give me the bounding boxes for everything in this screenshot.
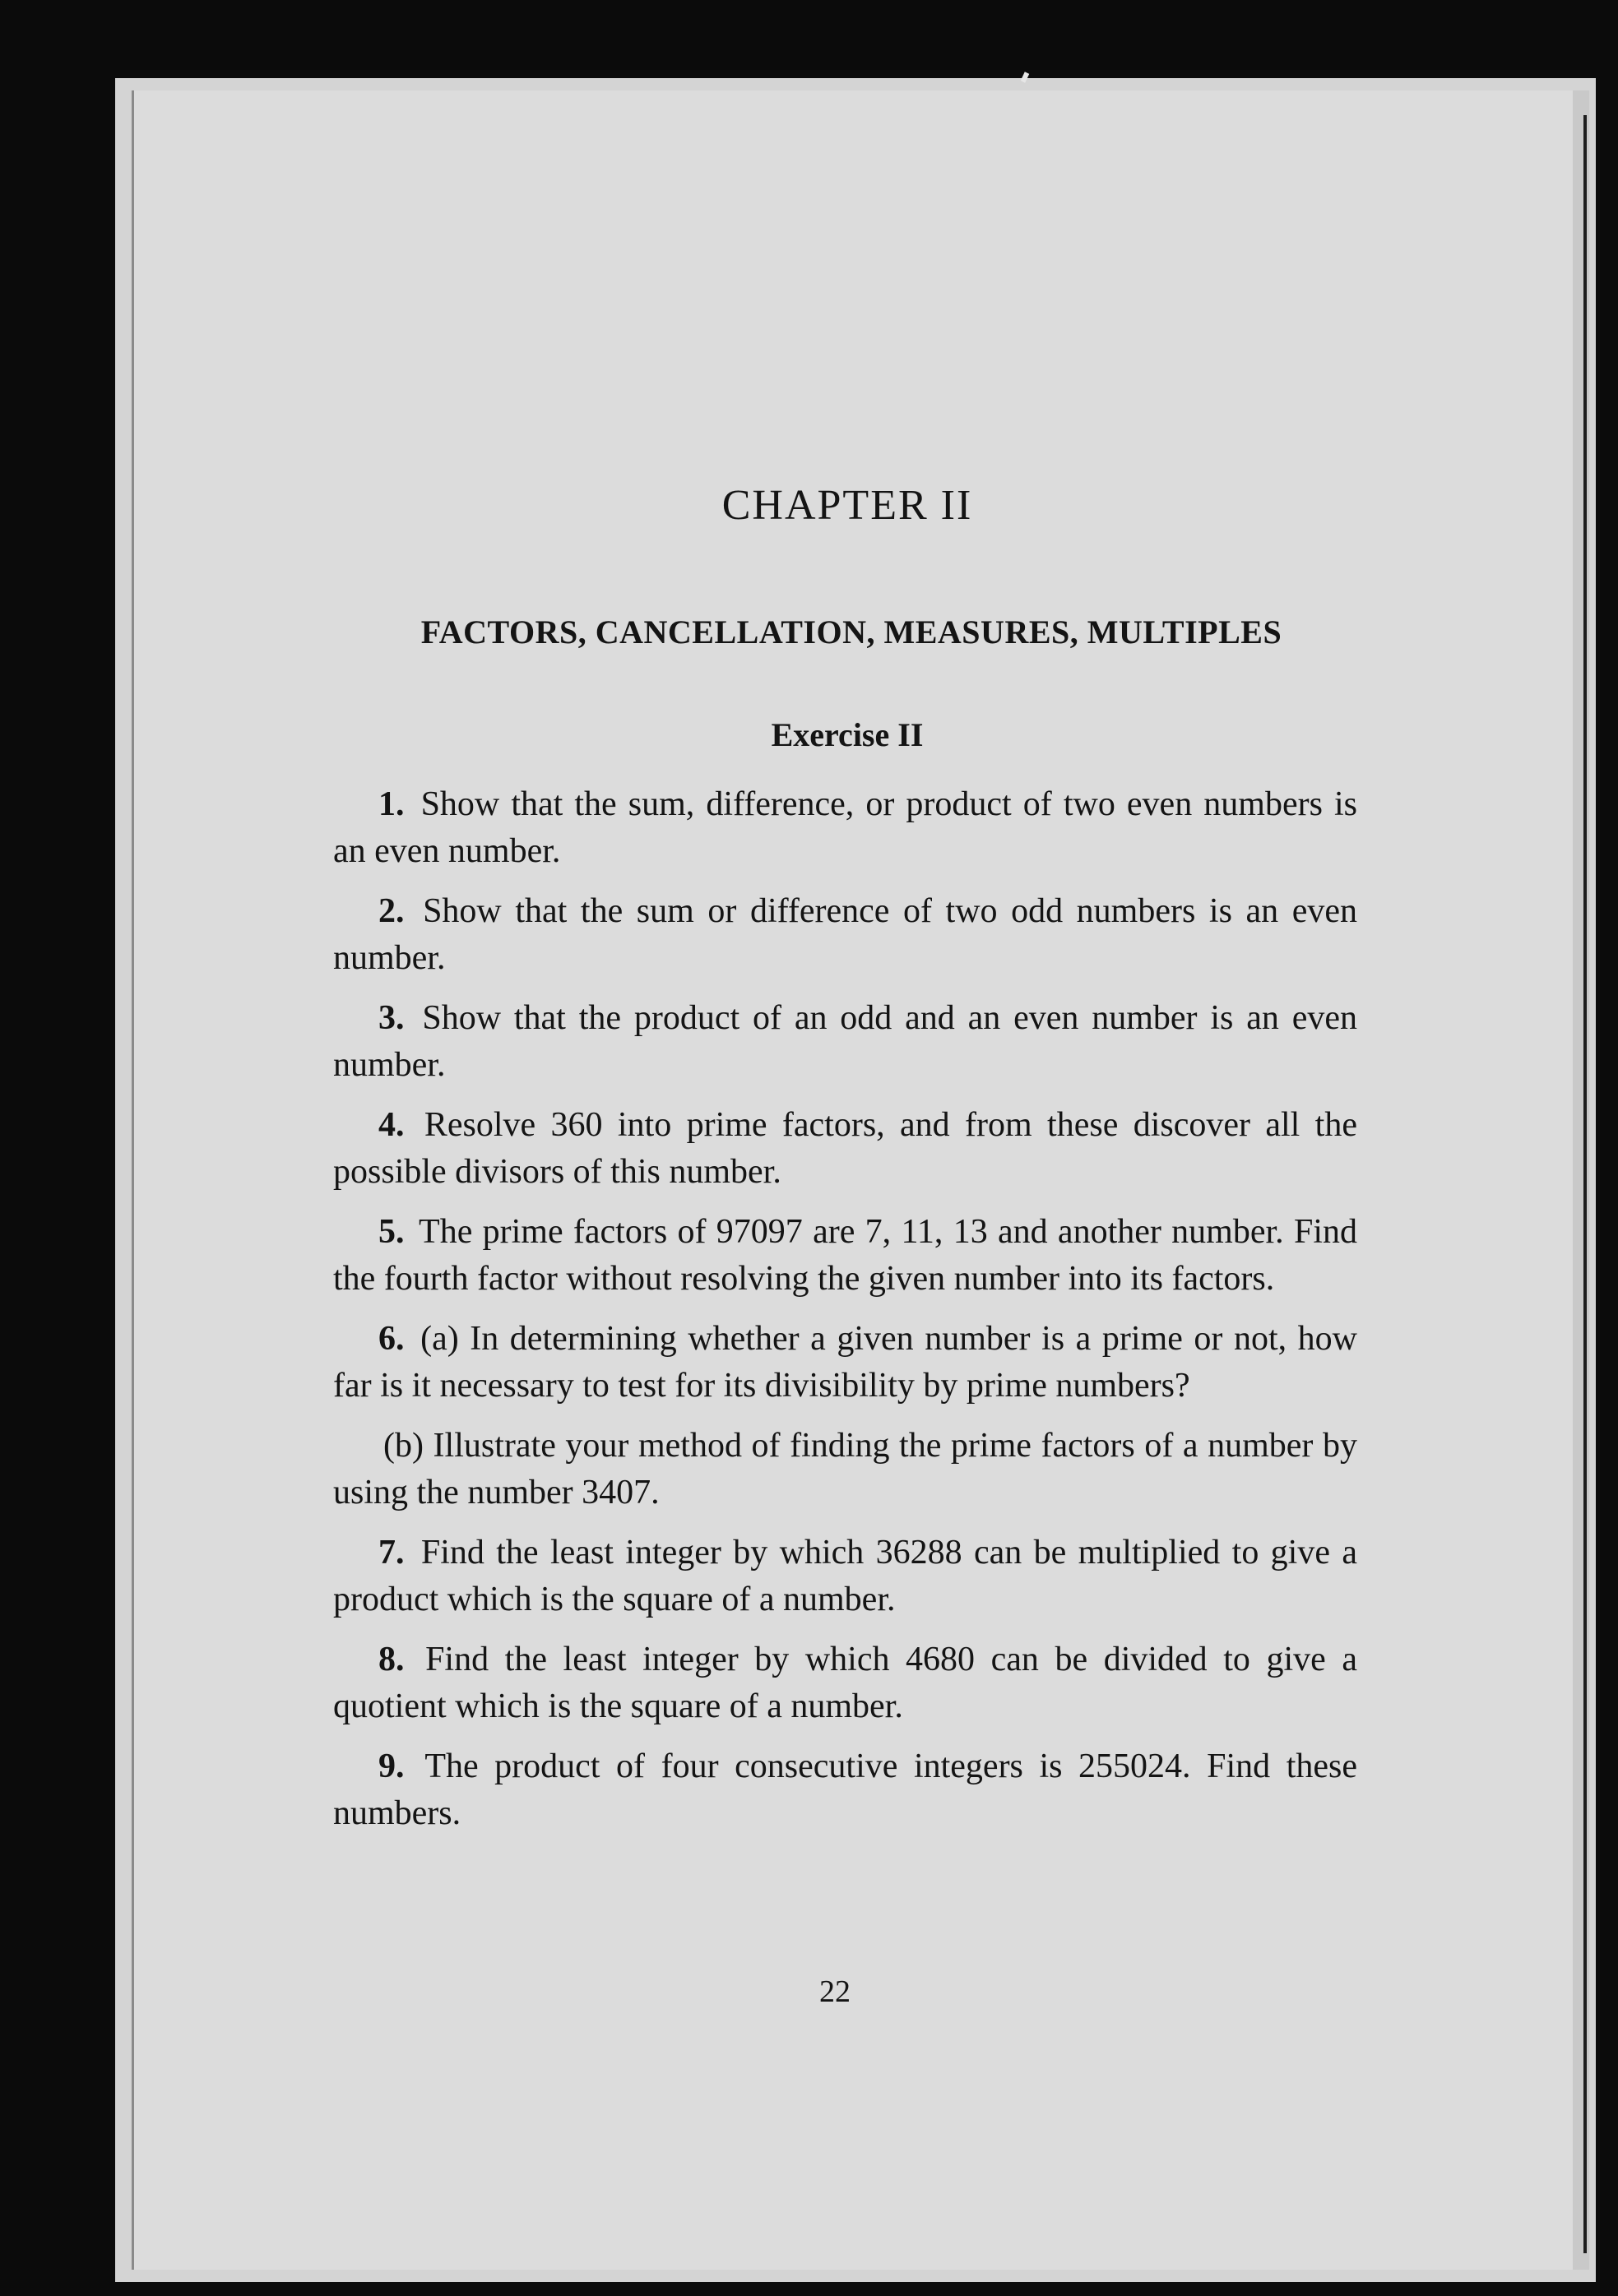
chapter-title: CHAPTER II [721,482,973,529]
exercise-text: Show that the product of an odd and an even number is an even number. [333,999,1357,1084]
exercise-number: 1. [378,785,405,823]
page-number: 22 [819,1974,851,2009]
exercise-item [333,1209,1357,1303]
exercise-text: The prime factors of 97097 are 7, 11, 13 and another number. Find the fourth factor without resolving the given number into its factors. [333,1213,1357,1298]
exercise-number: 7. [378,1534,405,1572]
exercise-number: 4. [378,1106,405,1144]
exercise-item [333,1530,1357,1623]
exercise-item [333,1636,1357,1730]
exercise-heading: Exercise II [771,716,924,753]
exercise-list [333,781,1357,1850]
exercise-item [333,1316,1357,1410]
exercise-text: Find the least integer by which 36288 can be multiplied to give a product which is the square of a number. [333,1534,1357,1618]
exercise-text: Find the least integer by which 4680 can be divided to give a quotient which is the square of a number. [333,1641,1358,1725]
exercise-text: (b) Illustrate your method of finding the prime factors of a number by using the number 3407. [333,1427,1357,1511]
page-gutter [1573,90,1589,2270]
exercise-number: 6. [378,1320,405,1358]
gutter-edge-line [1583,115,1587,2253]
exercise-item [333,781,1357,875]
exercise-text: (a) In determining whether a given number is a prime or not, how far is it necessary to test for its divisibility by prime numbers? [333,1320,1358,1405]
exercise-number: 2. [378,892,405,930]
exercise-item [333,1102,1357,1196]
exercise-number: 8. [378,1641,405,1678]
exercise-item [333,995,1357,1089]
exercise-item [333,1743,1357,1837]
chapter-subtitle: FACTORS, CANCELLATION, MEASURES, MULTIPLES [420,613,1282,650]
exercise-number: 3. [378,999,405,1037]
exercise-text: Show that the sum, difference, or product of two even numbers is an even number. [333,785,1358,870]
exercise-subitem [333,1423,1357,1516]
exercise-text: Show that the sum or difference of two odd numbers is an even number. [333,892,1357,977]
exercise-item [333,888,1357,982]
exercise-text: The product of four consecutive integers is 255024. Find these numbers. [333,1747,1357,1832]
exercise-number: 5. [378,1213,405,1251]
exercise-text: Resolve 360 into prime factors, and from these discover all the possible divisors of this number. [333,1106,1357,1191]
exercise-number: 9. [378,1747,405,1785]
